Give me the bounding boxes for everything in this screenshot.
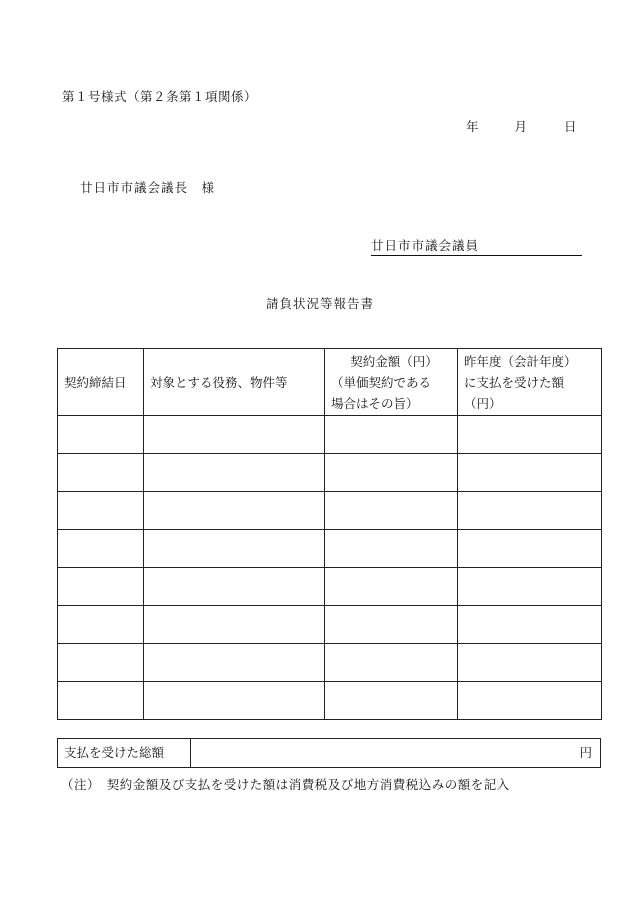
cell-contract-amount[interactable] <box>325 492 458 530</box>
cell-contract-date[interactable] <box>58 416 144 454</box>
header-amount-line: 契約金額（円） <box>350 353 438 369</box>
cell-subject[interactable] <box>144 454 325 492</box>
sender-line: 廿日市市議会議員 <box>371 236 582 256</box>
header-amount-received <box>458 349 602 416</box>
table-row <box>58 568 602 606</box>
cell-contract-amount[interactable] <box>325 682 458 720</box>
cell-contract-date[interactable] <box>58 568 144 606</box>
cell-contract-date[interactable] <box>58 682 144 720</box>
table-row <box>58 492 602 530</box>
cell-contract-amount[interactable] <box>325 606 458 644</box>
cell-contract-date[interactable] <box>58 454 144 492</box>
header-subject: 対象とする役務、物件等 <box>144 349 325 416</box>
total-amount-unit: 円 <box>579 745 592 760</box>
cell-amount-received[interactable] <box>458 568 602 606</box>
form-number: 第１号様式（第２条第１項関係） <box>62 89 258 104</box>
header-contract-date: 契約締結日 <box>58 349 144 416</box>
addressee: 廿日市市議会議長 様 <box>80 180 216 195</box>
cell-contract-date[interactable] <box>58 644 144 682</box>
cell-contract-amount[interactable] <box>325 644 458 682</box>
cell-amount-received[interactable] <box>458 416 602 454</box>
cell-amount-received[interactable] <box>458 454 602 492</box>
cell-contract-date[interactable] <box>58 530 144 568</box>
header-amount-line: （単価契約である <box>331 374 432 390</box>
table-row <box>58 606 602 644</box>
header-received-line: 昨年度（会計年度） <box>464 353 577 369</box>
cell-amount-received[interactable] <box>458 492 602 530</box>
header-received-line: に支払を受けた額 <box>464 374 565 390</box>
cell-subject[interactable] <box>144 644 325 682</box>
total-amount-label: 支払を受けた総額 <box>58 739 191 767</box>
table-row <box>58 454 602 492</box>
date-line <box>466 117 577 135</box>
table-header-row <box>58 349 602 416</box>
contracts-table <box>57 348 602 720</box>
cell-subject[interactable] <box>144 416 325 454</box>
cell-subject[interactable] <box>144 606 325 644</box>
cell-contract-amount[interactable] <box>325 454 458 492</box>
table-row <box>58 416 602 454</box>
cell-contract-amount[interactable] <box>325 568 458 606</box>
cell-contract-date[interactable] <box>58 492 144 530</box>
document-title: 請負状況等報告書 <box>266 296 375 311</box>
cell-subject[interactable] <box>144 682 325 720</box>
date-year: 年 <box>466 119 479 134</box>
cell-amount-received[interactable] <box>458 644 602 682</box>
table-row <box>58 530 602 568</box>
footnote: （注） 契約金額及び支払を受けた額は消費税及び地方消費税込みの額を記入 <box>61 777 510 792</box>
cell-contract-amount[interactable] <box>325 530 458 568</box>
cell-amount-received[interactable] <box>458 682 602 720</box>
header-amount-line: 場合はその旨） <box>331 395 419 411</box>
cell-amount-received[interactable] <box>458 606 602 644</box>
cell-amount-received[interactable] <box>458 530 602 568</box>
cell-contract-date[interactable] <box>58 606 144 644</box>
table-row <box>58 682 602 720</box>
header-received-line: （円） <box>464 395 502 411</box>
cell-subject[interactable] <box>144 568 325 606</box>
table-row <box>58 644 602 682</box>
cell-subject[interactable] <box>144 492 325 530</box>
cell-subject[interactable] <box>144 530 325 568</box>
cell-contract-amount[interactable] <box>325 416 458 454</box>
total-amount-box <box>57 738 601 768</box>
header-contract-amount <box>325 349 458 416</box>
date-month: 月 <box>514 119 528 134</box>
date-day: 日 <box>564 119 577 134</box>
